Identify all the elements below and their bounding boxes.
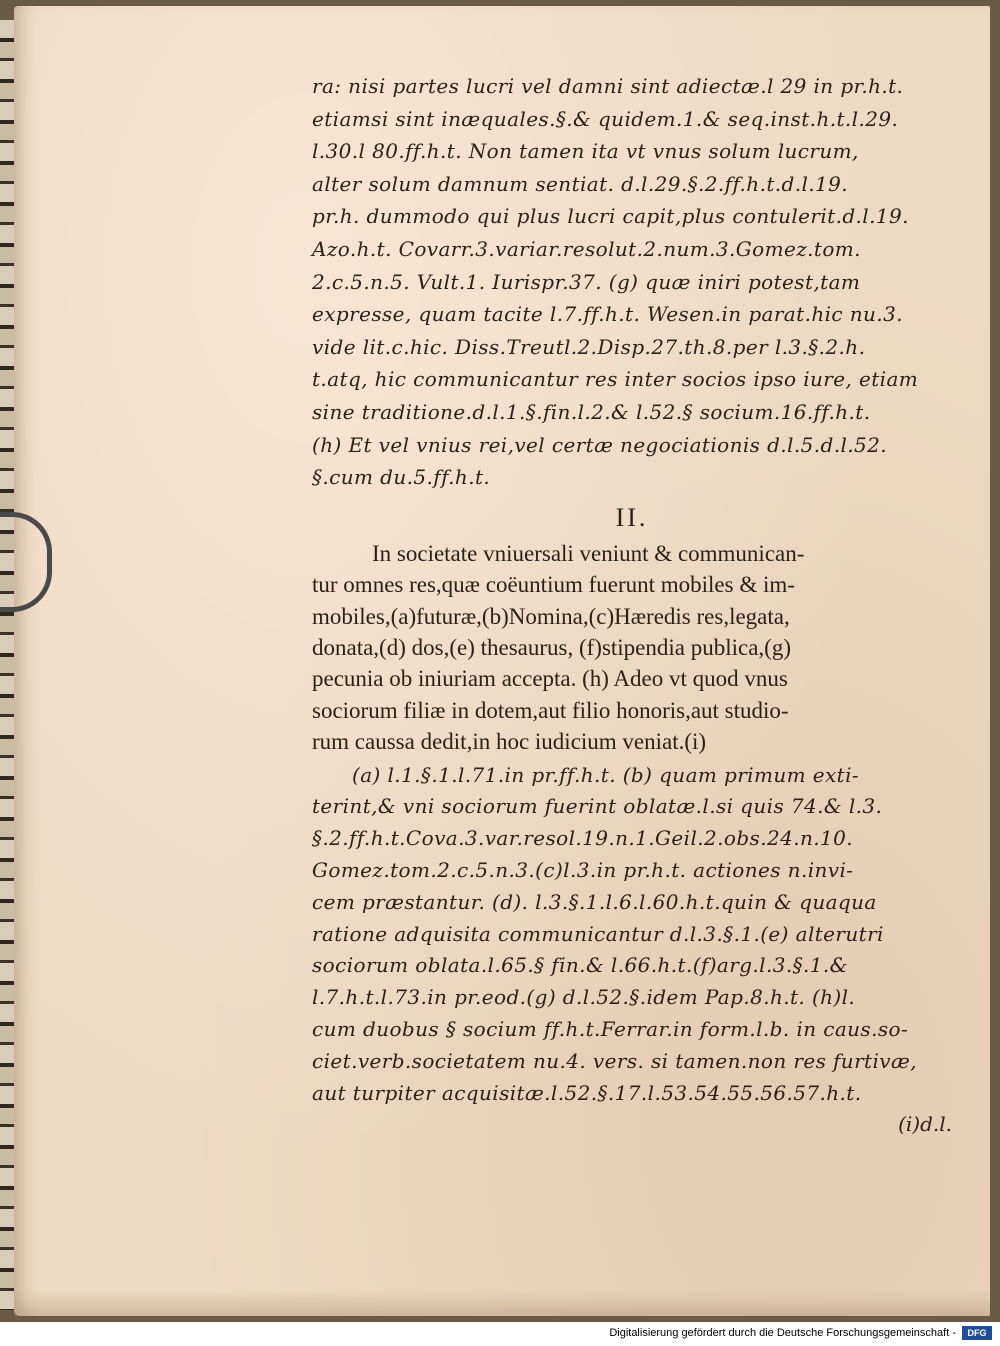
footnote-line: vide lit.c.hic. Diss.Treutl.2.Disp.27.th.8.per l.3.§.2.h. <box>312 334 866 359</box>
footnote-line: cem præstantur. (d). l.3.§.1.l.6.l.60.h.t.quin & quaqua <box>312 889 877 914</box>
footnote-line: sociorum oblata.l.65.§ fin.& l.66.h.t.(f)arg.l.3.§.1.& <box>312 953 848 978</box>
footnote-line: §.cum du.5.ff.h.t. <box>312 465 491 490</box>
body-line: pecunia ob iniuriam accepta. (h) Adeo vt quod vnus <box>312 666 788 692</box>
footnote-line: pr.h. dummodo qui plus lucri capit,plus contulerit.d.l.19. <box>312 204 909 229</box>
catchword: (i)d.l. <box>898 1112 952 1137</box>
body-line: sociorum filiæ in dotem,aut filio honoris,aut studio- <box>312 697 789 723</box>
footnote-line: §.2.ff.h.t.Cova.3.var.resol.19.n.1.Geil.2.obs.24.n.10. <box>312 826 854 851</box>
body-line: mobiles,(a)futuræ,(b)Nomina,(c)Hæredis res,legata, <box>312 603 790 629</box>
footnote-line: sine traditione.d.l.1.§.fin.l.2.& l.52.§ socium.16.ff.h.t. <box>312 399 871 424</box>
dfg-logo-icon: DFG <box>962 1326 992 1340</box>
footnote-line: l.7.h.t.l.73.in pr.eod.(g) d.l.52.§.idem Pap.8.h.t. (h)l. <box>312 985 856 1010</box>
footnote-line: etiamsi sint inæquales.§.& quidem.1.& seq.inst.h.t.l.29. <box>312 106 899 131</box>
page-text <box>312 70 952 1139</box>
footnote-line: terint,& vni sociorum fuerint oblatæ.l.si quis 74.& l.3. <box>312 794 883 819</box>
footnote-line: ra: nisi partes lucri vel damni sint adiectæ.l 29 in pr.h.t. <box>312 74 904 98</box>
footnote-line: l.30.l 80.ff.h.t. Non tamen ita vt vnus solum lucrum, <box>312 139 859 164</box>
footnote-line: aut turpiter acquisitæ.l.52.§.17.l.53.54.55.56.57.h.t. <box>312 1080 862 1105</box>
footnote-line: ciet.verb.societatem nu.4. vers. si tamen.non res furtivæ, <box>312 1048 917 1073</box>
bottom-footnotes <box>312 760 952 1110</box>
page-bottom-edge <box>14 1290 990 1316</box>
digitization-footer <box>0 1322 1000 1346</box>
footer-credit: Digitalisierung gefördert durch die Deutsche Forschungsgemeinschaft - <box>609 1327 956 1339</box>
footnote-line: t.atq, hic communicantur res inter socios ipso iure, etiam <box>312 367 919 392</box>
footnote-line: Gomez.tom.2.c.5.n.3.(c)l.3.in pr.h.t. actiones n.invi- <box>312 857 854 882</box>
body-line: tur omnes res,quæ coëuntium fuerunt mobiles & im- <box>312 572 795 598</box>
section-number: II. <box>615 502 649 532</box>
body-line: In societate vniuersali veniunt & communican- <box>372 540 805 566</box>
body-line: donata,(d) dos,(e) thesaurus, (f)stipendia publica,(g) <box>312 634 792 660</box>
footnote-line: 2.c.5.n.5. Vult.1. Iurispr.37. (g) quæ iniri potest,tam <box>312 269 861 294</box>
footnote-line: expresse, quam tacite l.7.ff.h.t. Wesen.in parat.hic nu.3. <box>312 302 903 327</box>
footnote-line: ratione adquisita communicantur d.l.3.§.1.(e) alterutri <box>312 921 884 946</box>
body-line: rum caussa dedit,in hoc iudicium veniat.(i) <box>312 729 707 755</box>
footnote-line: alter solum damnum sentiat. d.l.29.§.2.ff.h.t.d.l.19. <box>312 171 849 196</box>
top-footnotes <box>312 70 952 494</box>
footnote-line: cum duobus § socium ff.h.t.Ferrar.in form.l.b. in caus.so- <box>312 1016 909 1041</box>
main-paragraph <box>312 538 952 758</box>
footnote-line: (h) Et vel vnius rei,vel certæ negociationis d.l.5.d.l.52. <box>312 432 888 457</box>
footnote-line: (a) l.1.§.1.l.71.in pr.ff.h.t. (b) quam primum exti- <box>352 762 860 787</box>
footnote-line: Azo.h.t. Covarr.3.variar.resolut.2.num.3.Gomez.tom. <box>312 236 861 261</box>
